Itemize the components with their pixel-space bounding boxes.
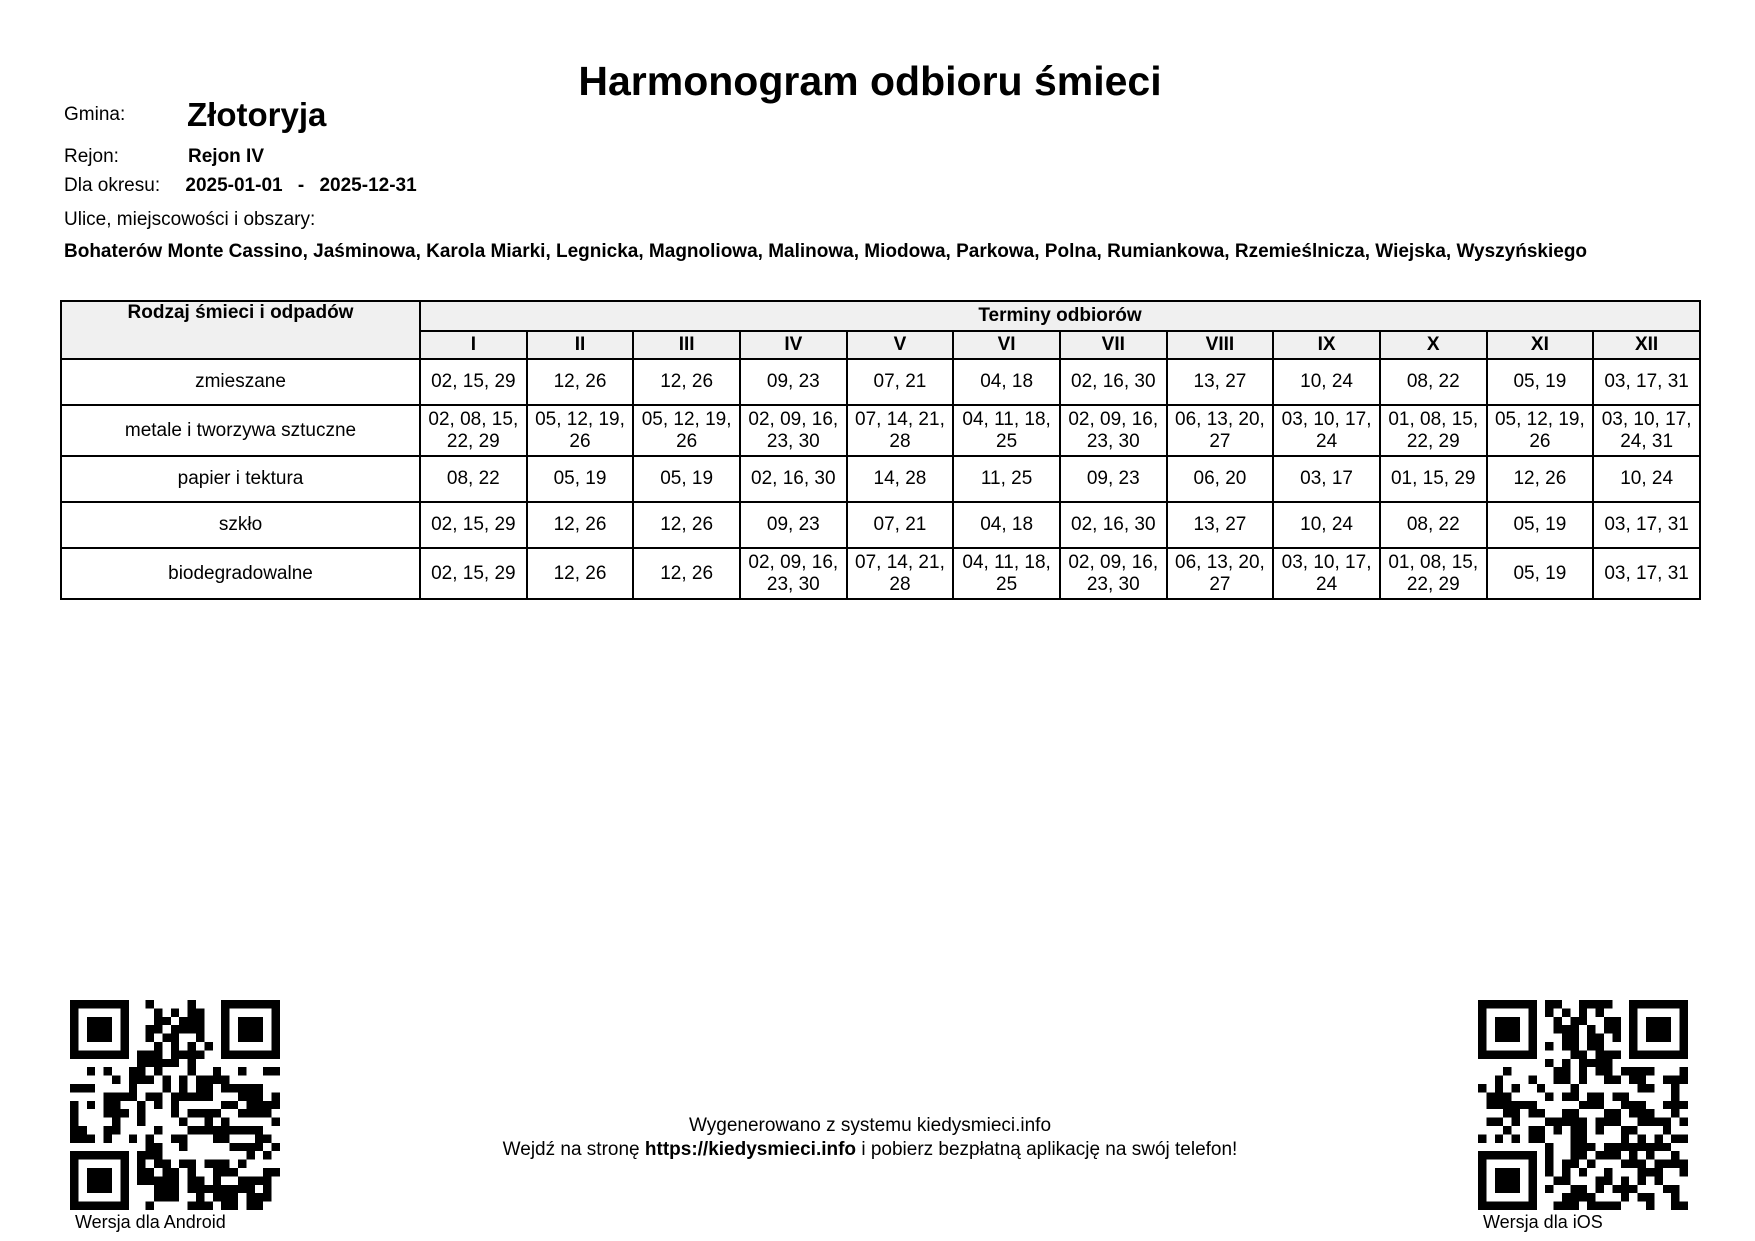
pickup-dates-cell: 13, 27 — [1167, 502, 1274, 548]
pickup-dates-cell: 08, 22 — [1380, 359, 1487, 405]
pickup-dates-cell: 10, 24 — [1273, 359, 1380, 405]
pickup-dates-cell: 12, 26 — [633, 502, 740, 548]
month-header: X — [1380, 331, 1487, 359]
pickup-dates-cell: 02, 15, 29 — [420, 502, 527, 548]
footer-app-text-post: i pobierz bezpłatną aplikację na swój telefon! — [856, 1139, 1238, 1160]
qr-code-image — [70, 1000, 280, 1210]
pickup-dates-cell: 09, 23 — [740, 502, 847, 548]
month-header: VII — [1060, 331, 1167, 359]
pickup-dates-cell: 03, 10, 17, 24 — [1273, 548, 1380, 599]
pickup-dates-cell: 02, 09, 16, 23, 30 — [740, 405, 847, 456]
okres-label: Dla okresu: — [64, 175, 161, 196]
okres-dates — [185, 175, 416, 196]
rejon-label: Rejon: — [64, 146, 119, 167]
footer-app-text-pre: Wejdź na stronę — [502, 1139, 645, 1160]
ios-qr-code — [1478, 1000, 1688, 1215]
type-column-header: Rodzaj śmieci i odpadów — [61, 301, 420, 359]
month-header: IX — [1273, 331, 1380, 359]
waste-type-cell: zmieszane — [61, 359, 420, 405]
table-row — [61, 405, 1700, 456]
pickup-dates-cell: 02, 09, 16, 23, 30 — [1060, 548, 1167, 599]
pickup-dates-cell: 04, 11, 18, 25 — [953, 548, 1060, 599]
pickup-dates-cell: 06, 13, 20, 27 — [1167, 548, 1274, 599]
gmina-row — [64, 96, 327, 133]
streets-label: Ulice, miejscowości i obszary: — [64, 209, 316, 230]
pickup-dates-cell: 02, 15, 29 — [420, 548, 527, 599]
pickup-dates-cell: 12, 26 — [527, 359, 634, 405]
pickup-dates-cell: 04, 18 — [953, 359, 1060, 405]
pickup-dates-cell: 02, 16, 30 — [1060, 502, 1167, 548]
pickup-dates-cell: 07, 21 — [847, 502, 954, 548]
okres-row — [64, 175, 417, 197]
month-header: XI — [1487, 331, 1594, 359]
pickup-dates-cell: 01, 15, 29 — [1380, 456, 1487, 502]
rejon-row — [64, 146, 265, 168]
rejon-value: Rejon IV — [188, 146, 265, 167]
android-qr-code — [70, 1000, 280, 1215]
pickup-dates-cell: 03, 10, 17, 24 — [1273, 405, 1380, 456]
pickup-dates-cell: 05, 19 — [633, 456, 740, 502]
month-header: III — [633, 331, 740, 359]
okres-from: 2025-01-01 — [185, 175, 283, 196]
pickup-dates-cell: 02, 09, 16, 23, 30 — [1060, 405, 1167, 456]
footer-generated-line: Wygenerowano z systemu kiedysmieci.info — [688, 1115, 1052, 1136]
pickup-dates-cell: 10, 24 — [1273, 502, 1380, 548]
table-row — [61, 502, 1700, 548]
pickup-dates-cell: 05, 19 — [1487, 359, 1594, 405]
pickup-dates-cell: 13, 27 — [1167, 359, 1274, 405]
schedule-table — [60, 300, 1701, 600]
pickup-dates-cell: 04, 11, 18, 25 — [953, 405, 1060, 456]
pickup-dates-cell: 12, 26 — [633, 359, 740, 405]
waste-type-cell: papier i tektura — [61, 456, 420, 502]
month-header: I — [420, 331, 527, 359]
pickup-dates-cell: 03, 17, 31 — [1593, 502, 1700, 548]
dates-column-header: Terminy odbiorów — [420, 301, 1700, 331]
pickup-dates-cell: 12, 26 — [1487, 456, 1594, 502]
pickup-dates-cell: 08, 22 — [1380, 502, 1487, 548]
pickup-dates-cell: 06, 13, 20, 27 — [1167, 405, 1274, 456]
okres-to: 2025-12-31 — [319, 175, 417, 196]
waste-type-cell: metale i tworzywa sztuczne — [61, 405, 420, 456]
pickup-dates-cell: 01, 08, 15, 22, 29 — [1380, 405, 1487, 456]
pickup-dates-cell: 05, 12, 19, 26 — [527, 405, 634, 456]
pickup-dates-cell: 02, 15, 29 — [420, 359, 527, 405]
pickup-dates-cell: 05, 19 — [1487, 502, 1594, 548]
pickup-dates-cell: 03, 17 — [1273, 456, 1380, 502]
pickup-dates-cell: 05, 19 — [527, 456, 634, 502]
gmina-value: Złotoryja — [187, 96, 327, 133]
pickup-dates-cell: 06, 20 — [1167, 456, 1274, 502]
pickup-dates-cell: 05, 12, 19, 26 — [633, 405, 740, 456]
pickup-dates-cell: 03, 17, 31 — [1593, 359, 1700, 405]
table-row — [61, 548, 1700, 599]
pickup-dates-cell: 01, 08, 15, 22, 29 — [1380, 548, 1487, 599]
qr-code-image — [1478, 1000, 1688, 1210]
month-header: VIII — [1167, 331, 1274, 359]
footer-app-line — [0, 1138, 1740, 1162]
okres-separator: - — [297, 175, 305, 196]
pickup-dates-cell: 08, 22 — [420, 456, 527, 502]
pickup-dates-cell: 12, 26 — [527, 548, 634, 599]
streets-value: Bohaterów Monte Cassino, Jaśminowa, Karola Miarki, Legnicka, Magnoliowa, Malinowa, Miodowa, Parkowa, Polna, Rumiankowa, Rzemieślnicza, Wiejska, Wyszyńskiego — [64, 241, 1588, 262]
pickup-dates-cell: 10, 24 — [1593, 456, 1700, 502]
pickup-dates-cell: 02, 09, 16, 23, 30 — [740, 548, 847, 599]
table-header-row — [61, 301, 1700, 331]
month-header: VI — [953, 331, 1060, 359]
table-row — [61, 359, 1700, 405]
month-header: II — [527, 331, 634, 359]
pickup-dates-cell: 05, 12, 19, 26 — [1487, 405, 1594, 456]
ios-qr-caption: Wersja dla iOS — [1483, 1212, 1603, 1232]
pickup-dates-cell: 09, 23 — [1060, 456, 1167, 502]
waste-type-cell: szkło — [61, 502, 420, 548]
pickup-dates-cell: 05, 19 — [1487, 548, 1594, 599]
pickup-dates-cell: 11, 25 — [953, 456, 1060, 502]
table-row — [61, 456, 1700, 502]
pickup-dates-cell: 02, 16, 30 — [1060, 359, 1167, 405]
page-title: Harmonogram odbioru śmieci — [578, 58, 1162, 104]
gmina-label: Gmina: — [64, 104, 126, 125]
pickup-dates-cell: 14, 28 — [847, 456, 954, 502]
pickup-dates-cell: 07, 21 — [847, 359, 954, 405]
pickup-dates-cell: 07, 14, 21, 28 — [847, 405, 954, 456]
pickup-dates-cell: 02, 16, 30 — [740, 456, 847, 502]
footer-link[interactable]: https://kiedysmieci.info — [644, 1139, 857, 1160]
pickup-dates-cell: 12, 26 — [633, 548, 740, 599]
pickup-dates-cell: 02, 08, 15, 22, 29 — [420, 405, 527, 456]
pickup-dates-cell: 07, 14, 21, 28 — [847, 548, 954, 599]
pickup-dates-cell: 03, 10, 17, 24, 31 — [1593, 405, 1700, 456]
pickup-dates-cell: 03, 17, 31 — [1593, 548, 1700, 599]
month-header: XII — [1593, 331, 1700, 359]
waste-type-cell: biodegradowalne — [61, 548, 420, 599]
android-qr-caption: Wersja dla Android — [75, 1212, 226, 1232]
month-header: IV — [740, 331, 847, 359]
month-header: V — [847, 331, 954, 359]
pickup-dates-cell: 09, 23 — [740, 359, 847, 405]
pickup-dates-cell: 04, 18 — [953, 502, 1060, 548]
pickup-dates-cell: 12, 26 — [527, 502, 634, 548]
footer — [0, 1114, 1740, 1162]
